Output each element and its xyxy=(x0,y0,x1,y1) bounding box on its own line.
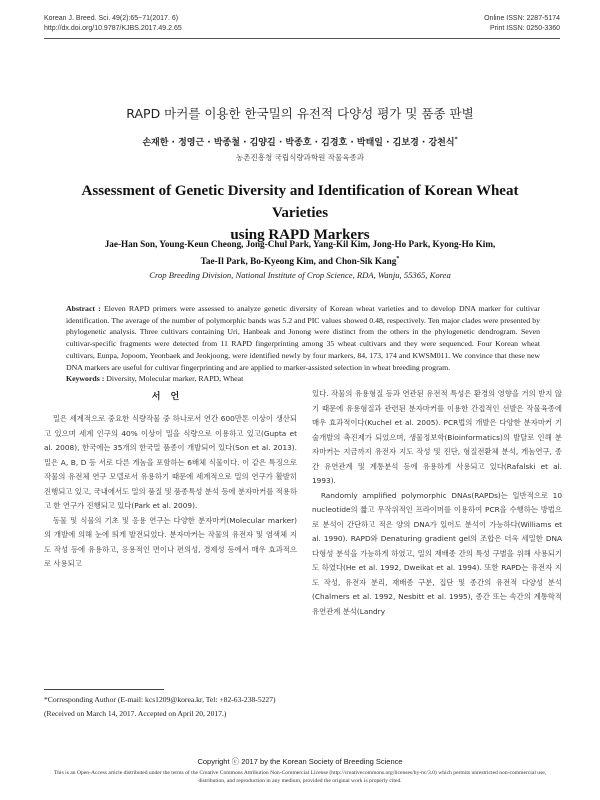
korean-authors xyxy=(0,135,600,148)
english-authors-line2 xyxy=(60,252,540,269)
keywords-text: Diversity, Molecular marker, RAPD, Wheat xyxy=(106,374,244,383)
right-paragraph-1: 있다. 작물의 유용형질 등과 연관된 유전적 특성은 환경의 영향을 거의 받지 않기 때문에 유용형질과 관련된 분자마커를 이용한 간접적인 선발은 작물육종에 매우 효과적이다(Kuchel et al. 2005). PCR법의 개발은 다양한 분자마커 기술개발의 촉진제가 되었으며, 생물정보학(Bioinformatics)의 발달로 인해 분자마커는 지금까지 유전자 지도 작성 및 진단, 형질전환체 분석, 게놈연구, 종간 유연관계 및 계통분석 등에 유용하게 사용되고 있다(Rafalski et al. 1993). xyxy=(312,389,562,485)
body-left-column xyxy=(44,412,297,572)
english-authors xyxy=(60,237,540,269)
english-corresponding-mark: * xyxy=(396,256,400,262)
print-issn: Print ISSN: 0250-3360 xyxy=(489,25,560,32)
footnote xyxy=(44,694,297,719)
keywords xyxy=(66,374,540,383)
korean-title: RAPD 마커를 이용한 한국밀의 유전적 다양성 평가 및 품종 판별 xyxy=(126,106,474,121)
journal-citation: Korean J. Breed. Sci. 49(2):65~71(2017. 6) xyxy=(44,15,179,22)
abstract-label: Abstract : xyxy=(66,304,101,313)
abstract-text: Eleven RAPD primers were assessed to analyze genetic diversity of Korean wheat varieties and to develop DNA marker for cultivar identification. The average of the number of polymorphic bands was 5.2 and PIC values showed 0.48, respectively. Ten major clades were presented by phylogenetic analysis. Three cultivars containing Uri, Hanbeak and Jonong were distinct from the others in the phylogenetic dendrogram. Seven cultivar-specific fragments were detected from 11 RAPD fingerprinting among 35 wheat cultivars and they were sequenced. Four Korean wheat cultivars, Eunpa, Jopoom, Yeonbaek and Jeokjoong, were identified newly by four markers, 84, 173, 174 and KWSM011. We convince that these new DNA markers are useful for cultivar fingerprinting and are applied to marker-assisted selection in wheat breeding program. xyxy=(66,304,541,372)
english-title-line1: Assessment of Genetic Diversity and Identification of Korean Wheat Varieties xyxy=(81,183,519,221)
korean-affiliation: 농촌진흥청 국립식량과학원 작물육종과 xyxy=(236,153,364,162)
license-notice: This is an Open-Access article distributed under the terms of the Creative Commons Attribution Non-Commercial License (http://creativecommons.org/licenses/by-nc/3.0) which permits unrestricted non-commercial use, distribution, and reproduction in any medium, provided the original work is properly cited. xyxy=(53,770,547,784)
issn-header xyxy=(484,14,560,34)
keywords-label: Keywords : xyxy=(66,374,105,383)
left-paragraph-2: 동물 및 식물의 기초 및 응용 연구는 다양한 분자마커(Molecular marker)의 개발에 의해 눈에 띄게 발전되었다. 분자마커는 작물의 유전자 및 염색체 지도 작성 등에 유용하고, 응용적인 면이나 편의성, 경제성 등에서 매우 효과적으로 사용되고 xyxy=(44,515,297,568)
journal-header xyxy=(44,14,182,34)
left-paragraph-1: 밀은 세계적으로 중요한 식량작물 중 하나로서 연간 600만톤 이상이 생산되고 있으며 세계 인구의 40% 이상이 밀을 식량으로 이용하고 있고(Gupta et al. 2008), 한국에는 35개의 한국밀 품종이 개발되어 있다(Son et al. 2013). 밀은 A, B, D 등 서로 다른 게놈을 포함하는 6배체 식물이다. 이 같은 특징으로 작물의 유전체 연구 모델로서 유용하기 때문에 세계적으로 밀의 연구가 활발히 진행되고 있고, 국내에서도 밀의 품질 및 품종특성 분석 등에 분자마커를 적용하고 한 연구가 진행되고 있다(Park et al. 2009). xyxy=(44,414,297,510)
body-right-column xyxy=(312,387,562,619)
corresponding-mark: * xyxy=(454,136,458,143)
doi-link[interactable]: http://dx.doi.org/10.9787/KJBS.2017.49.2.65 xyxy=(44,25,182,32)
copyright-notice: Copyright ⓒ 2017 by the Korean Society of Breeding Science xyxy=(197,757,403,766)
section-heading-introduction: 서언 xyxy=(151,392,190,402)
english-affiliation: Crop Breeding Division, National Institute of Crop Science, RDA, Wanju, 55365, Korea xyxy=(149,270,451,280)
right-paragraph-2: Randomly amplified polymorphic DNAs(RAPDs)는 일반적으로 10 nucleotide의 짧고 무작위적인 프라이머를 이용하여 PCR을 수행하는 방법으로 분석이 간단하고 적은 양의 DNA가 있어도 분석이 가능하다(Williams et al. 1990). RAPD와 Denaturing gradient gel의 조합은 더욱 세밀한 DNA 다형성 분석을 가능하게 하였고, 밀의 재배종 간의 특성 구별을 위해 사용되기도 하였다(He et al. 1992, Dweikat et al. 1994). 또한 RAPD는 유전자 지도 작성, 유전자 분리, 재배종 구분, 집단 및 종간의 유전적 다양성 분석(Chalmers et al. 1992, Nesbitt et al. 1995), 종간 또는 속간의 계통학적 유연관계 분석(Landry xyxy=(312,490,562,616)
abstract xyxy=(66,303,540,373)
korean-author-list: 손재한 · 정영근 · 박종철 · 김양길 · 박종호 · 김경호 · 박태일 · 김보경 · 강천식 xyxy=(142,138,455,148)
footnote-rule xyxy=(44,689,164,690)
online-issn: Online ISSN: 2287-5174 xyxy=(484,15,560,22)
english-authors-line2-text: Tae-Il Park, Bo-Kyeong Kim, and Chon-Sik Kang xyxy=(200,256,397,267)
corresponding-author: *Corresponding Author (E-mail: kcs1209@korea.kr, Tel: +82-63-238-5227) xyxy=(44,695,276,704)
english-title-line2: using RAPD Markers xyxy=(230,227,370,243)
header-rule xyxy=(44,38,560,39)
english-authors-line1: Jae-Han Son, Young-Keun Cheong, Jong-Chul Park, Yang-Kil Kim, Jong-Ho Park, Kyong-Ho Kim, xyxy=(104,239,496,249)
received-dates: (Received on March 14, 2017. Accepted on April 20, 2017.) xyxy=(44,709,227,718)
